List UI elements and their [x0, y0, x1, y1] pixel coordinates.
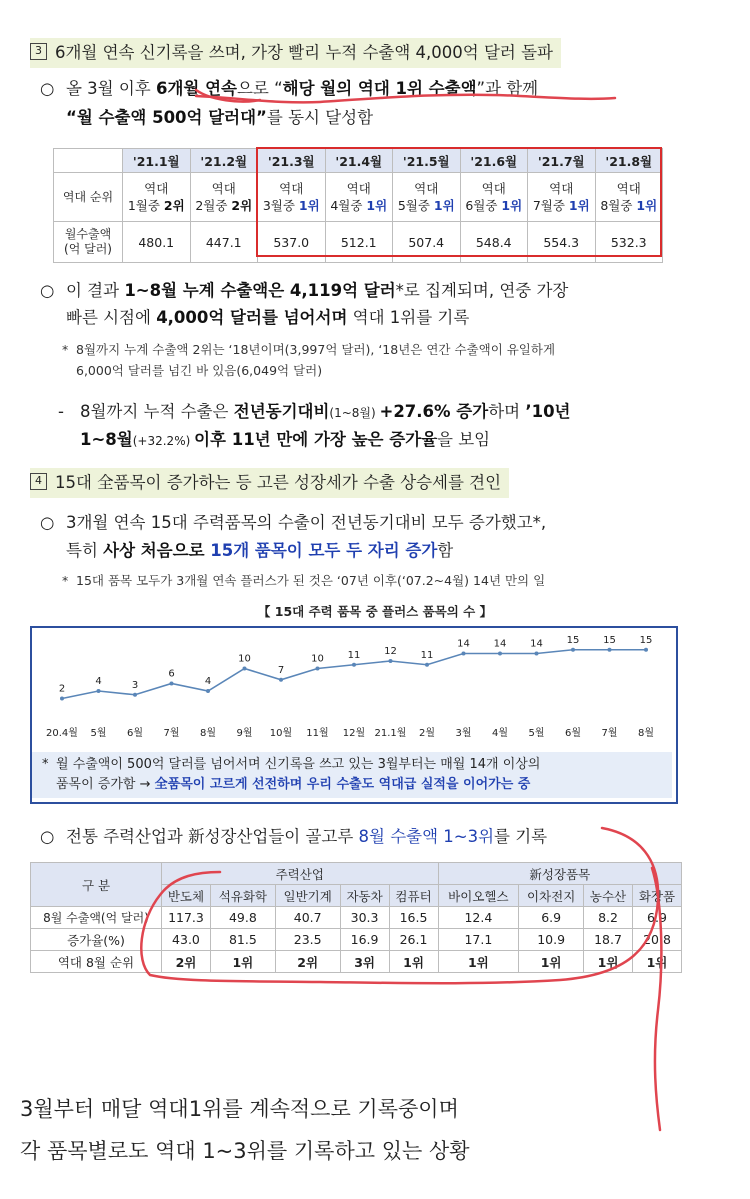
section-title: 6개월 연속 신기록을 쓰며, 가장 빨리 누적 수출액 4,000억 달러 돌파 — [55, 43, 553, 62]
table-header-cell: '21.1월 — [123, 149, 191, 173]
data-label: 6 — [168, 668, 175, 680]
table-header-cell: '21.4월 — [325, 149, 393, 173]
table-cell: 16.9 — [340, 929, 389, 951]
table-cell: 2위 — [275, 951, 340, 973]
section-number: 4 — [30, 473, 47, 490]
data-label: 4 — [95, 676, 102, 687]
paragraph-line: ○ 전통 주력산업과 新성장산업들이 골고루 8월 수출액 1~3위를 기록 — [40, 822, 547, 852]
table-cell: 40.7 — [275, 907, 340, 929]
data-label: 2 — [58, 683, 66, 695]
paragraph-line: “월 수출액 500억 달러대”를 동시 달성함 — [66, 108, 374, 127]
data-label: 15 — [603, 634, 616, 646]
data-label: 10 — [238, 653, 251, 665]
x-tick-label: 6월 — [564, 728, 582, 739]
table-cell: 1위 — [584, 951, 633, 973]
export-cell: 507.4 — [393, 222, 461, 263]
table-group-header: 주력산업 — [162, 863, 439, 885]
table-header-cell: '21.2월 — [190, 149, 258, 173]
table-header-cell: '21.7월 — [528, 149, 596, 173]
table-cell: 6.9 — [519, 907, 584, 929]
footnote-line: * 8월까지 누계 수출액 2위는 ‘18년이며(3,997억 달러), ‘18년은 연간 수출액이 유일하게 — [62, 342, 556, 357]
paragraph-line: - 8월까지 누적 수출은 전년동기대비(1~8월) +27.6% 증가하며 ’10년 — [58, 402, 571, 421]
export-cell: 532.3 — [595, 222, 663, 263]
data-label: 10 — [311, 653, 324, 665]
table-header-cell: '21.6월 — [460, 149, 528, 173]
caption-line: 각 품목별로도 역대 1~3위를 기록하고 있는 상황 — [20, 1139, 470, 1163]
table-cell: 1위 — [389, 951, 438, 973]
row-label: 증가율(%) — [31, 929, 162, 951]
emphasis: 6개월 연속 — [156, 79, 237, 98]
x-tick-label: 20.4월 — [46, 728, 78, 739]
table-group-header: 新성장품목 — [438, 863, 681, 885]
bullet-circle: ○ — [40, 827, 55, 846]
x-tick-label: 9월 — [236, 728, 253, 739]
table-header-cell: 바이오헬스 — [438, 885, 519, 907]
footnote-line: 6,000억 달러를 넘긴 바 있음(6,049억 달러) — [76, 363, 323, 378]
paragraph-line: ○ 이 결과 1~8월 누계 수출액은 4,119억 달러*로 집계되며, 연중 가장 — [40, 276, 568, 306]
table-cell: 26.1 — [389, 929, 438, 951]
table-header-cell: 일반기계 — [275, 885, 340, 907]
x-tick-label: 6월 — [126, 728, 144, 739]
table-header-cell: 컴퓨터 — [389, 885, 438, 907]
table-cell: 3위 — [340, 951, 389, 973]
paragraph-line: 1~8월(+32.2%) 이후 11년 만에 가장 높은 증가율을 보임 — [80, 430, 491, 449]
table-cell: 18.7 — [584, 929, 633, 951]
table-header-cell: '21.5월 — [393, 149, 461, 173]
table-header-cell: 이차전지 — [519, 885, 584, 907]
table-header-cell: 석유화학 — [210, 885, 275, 907]
bullet-circle: ○ — [40, 281, 55, 300]
table-cell: 8.2 — [584, 907, 633, 929]
data-label: 11 — [347, 649, 361, 661]
x-tick-label: 21.1월 — [374, 728, 407, 739]
section-title: 15대 全품목이 증가하는 등 고른 성장세가 수출 상승세를 견인 — [55, 473, 502, 492]
table-cell: 12.4 — [438, 907, 519, 929]
paragraph-line: ○ 3개월 연속 15대 주력품목의 수출이 전년동기대비 모두 증가했고*, — [40, 508, 546, 538]
table-cell: 23.5 — [275, 929, 340, 951]
table-cell: 1위 — [210, 951, 275, 973]
paragraph-line: ○ 올 3월 이후 6개월 연속으로 “해당 월의 역대 1위 수출액”과 함께 — [40, 74, 538, 104]
rank-cell: 역대 2월중 2위 — [190, 173, 258, 222]
row-label: 월수출액 (억 달러) — [54, 222, 123, 263]
table-cell: 117.3 — [162, 907, 211, 929]
table-header-cell: 농수산 — [584, 885, 633, 907]
export-cell: 554.3 — [528, 222, 596, 263]
export-cell: 447.1 — [190, 222, 258, 263]
emphasis: “월 수출액 500억 달러대” — [66, 108, 267, 127]
table-cell: 10.9 — [519, 929, 584, 951]
data-label: 14 — [457, 638, 470, 650]
rank-cell: 역대 7월중 1위 — [528, 173, 596, 222]
data-label: 11 — [420, 649, 434, 661]
row-label: 역대 순위 — [54, 173, 123, 222]
x-tick-label: 11월 — [306, 728, 329, 739]
section-number: 3 — [30, 43, 47, 60]
x-tick-label: 5월 — [90, 728, 107, 739]
table-header-cell: '21.3월 — [258, 149, 326, 173]
table-header-cell: 화장품 — [633, 885, 682, 907]
data-label: 14 — [530, 638, 543, 650]
table-cell: 30.3 — [340, 907, 389, 929]
rank-cell: 역대 1월중 2위 — [123, 173, 191, 222]
export-cell: 480.1 — [123, 222, 191, 263]
bullet-circle: ○ — [40, 513, 55, 532]
data-label: 12 — [384, 646, 397, 657]
table-header-cell: 구 분 — [31, 863, 162, 907]
rank-cell: 역대 6월중 1위 — [460, 173, 528, 222]
paragraph-line: 특히 사상 처음으로 15개 품목이 모두 두 자리 증가함 — [66, 541, 454, 560]
x-tick-label: 3월 — [455, 728, 472, 739]
x-tick-label: 8월 — [199, 728, 217, 739]
table-cell: 2위 — [162, 951, 211, 973]
x-tick-label: 7월 — [601, 728, 618, 739]
table-cell: 6.9 — [633, 907, 682, 929]
table-cell: 17.1 — [438, 929, 519, 951]
data-label: 14 — [493, 638, 507, 650]
chart-title: 【 15대 주력 품목 중 플러스 품목의 수 】 — [257, 604, 493, 619]
table-cell: 49.8 — [210, 907, 275, 929]
table-cell: 1위 — [633, 951, 682, 973]
data-label: 15 — [639, 634, 653, 646]
x-tick-label: 2월 — [418, 728, 436, 739]
table-cell: 16.5 — [389, 907, 438, 929]
data-label: 4 — [204, 676, 212, 687]
emphasis: 해당 월의 역대 1위 수출액 — [282, 79, 477, 98]
table-header-cell: 반도체 — [162, 885, 211, 907]
bullet-circle: ○ — [40, 79, 55, 98]
export-cell: 548.4 — [460, 222, 528, 263]
table-header-cell: '21.8월 — [595, 149, 663, 173]
export-cell: 537.0 — [258, 222, 326, 263]
x-tick-label: 12월 — [342, 728, 366, 739]
export-cell: 512.1 — [325, 222, 393, 263]
chart-note: * 월 수출액이 500억 달러를 넘어서며 신기록을 쓰고 있는 3월부터는 매월 14개 이상의 품목이 증가함 → 全품목이 고르게 선전하며 우리 수출도 역대급 실적을 이어가는 중 — [32, 752, 672, 798]
table-cell: 1위 — [519, 951, 584, 973]
x-tick-label: 7월 — [163, 728, 180, 739]
paragraph-line: 빠른 시점에 4,000억 달러를 넘어서며 역대 1위를 기록 — [66, 308, 470, 327]
table-header-cell: 자동차 — [340, 885, 389, 907]
data-label: 7 — [277, 664, 285, 676]
x-tick-label: 8월 — [637, 728, 655, 739]
caption-line: 3월부터 매달 역대1위를 계속적으로 기록중이며 — [20, 1097, 459, 1121]
data-label: 15 — [566, 634, 580, 646]
rank-cell: 역대 5월중 1위 — [393, 173, 461, 222]
table-cell: 43.0 — [162, 929, 211, 951]
rank-cell: 역대 4월중 1위 — [325, 173, 393, 222]
x-tick-label: 5월 — [528, 728, 545, 739]
row-label: 8월 수출액(억 달러) — [31, 907, 162, 929]
row-label: 역대 8월 순위 — [31, 951, 162, 973]
loop-stroke — [141, 828, 658, 983]
table-cell: 20.8 — [633, 929, 682, 951]
rank-cell: 역대 8월중 1위 — [595, 173, 663, 222]
table-cell: 1위 — [438, 951, 519, 973]
x-tick-label: 4월 — [491, 728, 509, 739]
footnote-line: * 15대 품목 모두가 3개월 연속 플러스가 된 것은 ‘07년 이후(‘07.2~4월) 14년 만의 일 — [62, 573, 546, 588]
x-tick-label: 10월 — [269, 728, 293, 739]
table-cell: 81.5 — [210, 929, 275, 951]
data-label: 3 — [131, 679, 139, 691]
rank-cell: 역대 3월중 1위 — [258, 173, 326, 222]
